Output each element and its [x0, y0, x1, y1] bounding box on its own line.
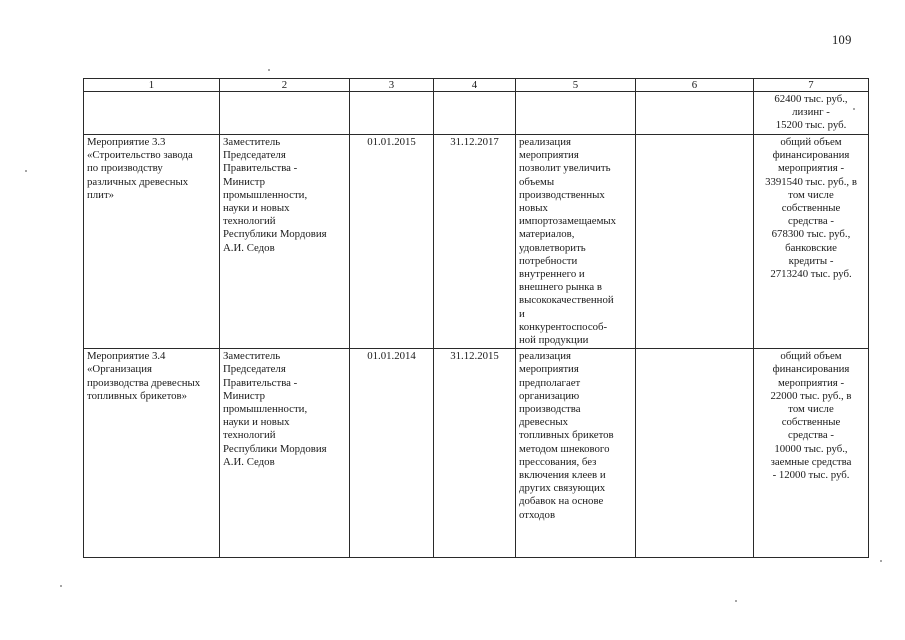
header-col-6: 6 [636, 79, 754, 92]
table-row [84, 135, 869, 349]
cell-start-date: 01.01.2014 [350, 349, 434, 558]
cell-continuation-col6 [636, 92, 754, 135]
cell-end-date: 31.12.2017 [434, 135, 516, 349]
table-row [84, 349, 869, 558]
scan-speck [268, 69, 270, 71]
cell-responsible: Заместитель Председателя Правительства - Министр промышленности, науки и новых технологий Республики Мордовия А.И. Седов [220, 135, 350, 349]
cell-continuation-col5 [516, 92, 636, 135]
cell-col6 [636, 135, 754, 349]
cell-continuation-col7: 62400 тыс. руб., лизинг - 15200 тыс. руб. [754, 92, 869, 135]
cell-financing: общий объем финансирования мероприятия - 3391540 тыс. руб., в том числе собственные средства - 678300 тыс. руб., банковские кредиты - 2713240 тыс. руб. [754, 135, 869, 349]
header-col-2: 2 [220, 79, 350, 92]
header-col-1: 1 [84, 79, 220, 92]
cell-end-date: 31.12.2015 [434, 349, 516, 558]
program-table [83, 78, 869, 558]
cell-continuation-col2 [220, 92, 350, 135]
cell-event-name: Мероприятие 3.4 «Организация производства древесных топливных брикетов» [84, 349, 220, 558]
scan-speck [853, 108, 855, 110]
header-col-4: 4 [434, 79, 516, 92]
header-col-3: 3 [350, 79, 434, 92]
cell-financing: общий объем финансирования мероприятия - 22000 тыс. руб., в том числе собственные средства - 10000 тыс. руб., заемные средства - 12000 тыс. руб. [754, 349, 869, 558]
cell-expected-result: реализация мероприятия предполагает организацию производства древесных топливных брикетов методом шнекового прессования, без включения клеев и других связующих добавок на основе отходов [516, 349, 636, 558]
table-header-row [84, 79, 869, 92]
cell-continuation-col4 [434, 92, 516, 135]
cell-continuation-col3 [350, 92, 434, 135]
cell-expected-result: реализация мероприятия позволит увеличить объемы производственных новых импортозамещаемых материалов, удовлетворить потребности внутреннего и внешнего рынка в высококачественной и конкурентоспособ- ной продукции [516, 135, 636, 349]
scan-speck [735, 600, 737, 602]
cell-start-date: 01.01.2015 [350, 135, 434, 349]
scan-speck [25, 170, 27, 172]
page-number: 109 [832, 33, 852, 47]
header-col-7: 7 [754, 79, 869, 92]
table-row-continuation [84, 92, 869, 135]
cell-continuation-col1 [84, 92, 220, 135]
cell-col6 [636, 349, 754, 558]
header-col-5: 5 [516, 79, 636, 92]
scan-speck [60, 585, 62, 587]
scan-speck [880, 560, 882, 562]
cell-event-name: Мероприятие 3.3 «Строительство завода по производству различных древесных плит» [84, 135, 220, 349]
cell-responsible: Заместитель Председателя Правительства - Министр промышленности, науки и новых технологий Республики Мордовия А.И. Седов [220, 349, 350, 558]
